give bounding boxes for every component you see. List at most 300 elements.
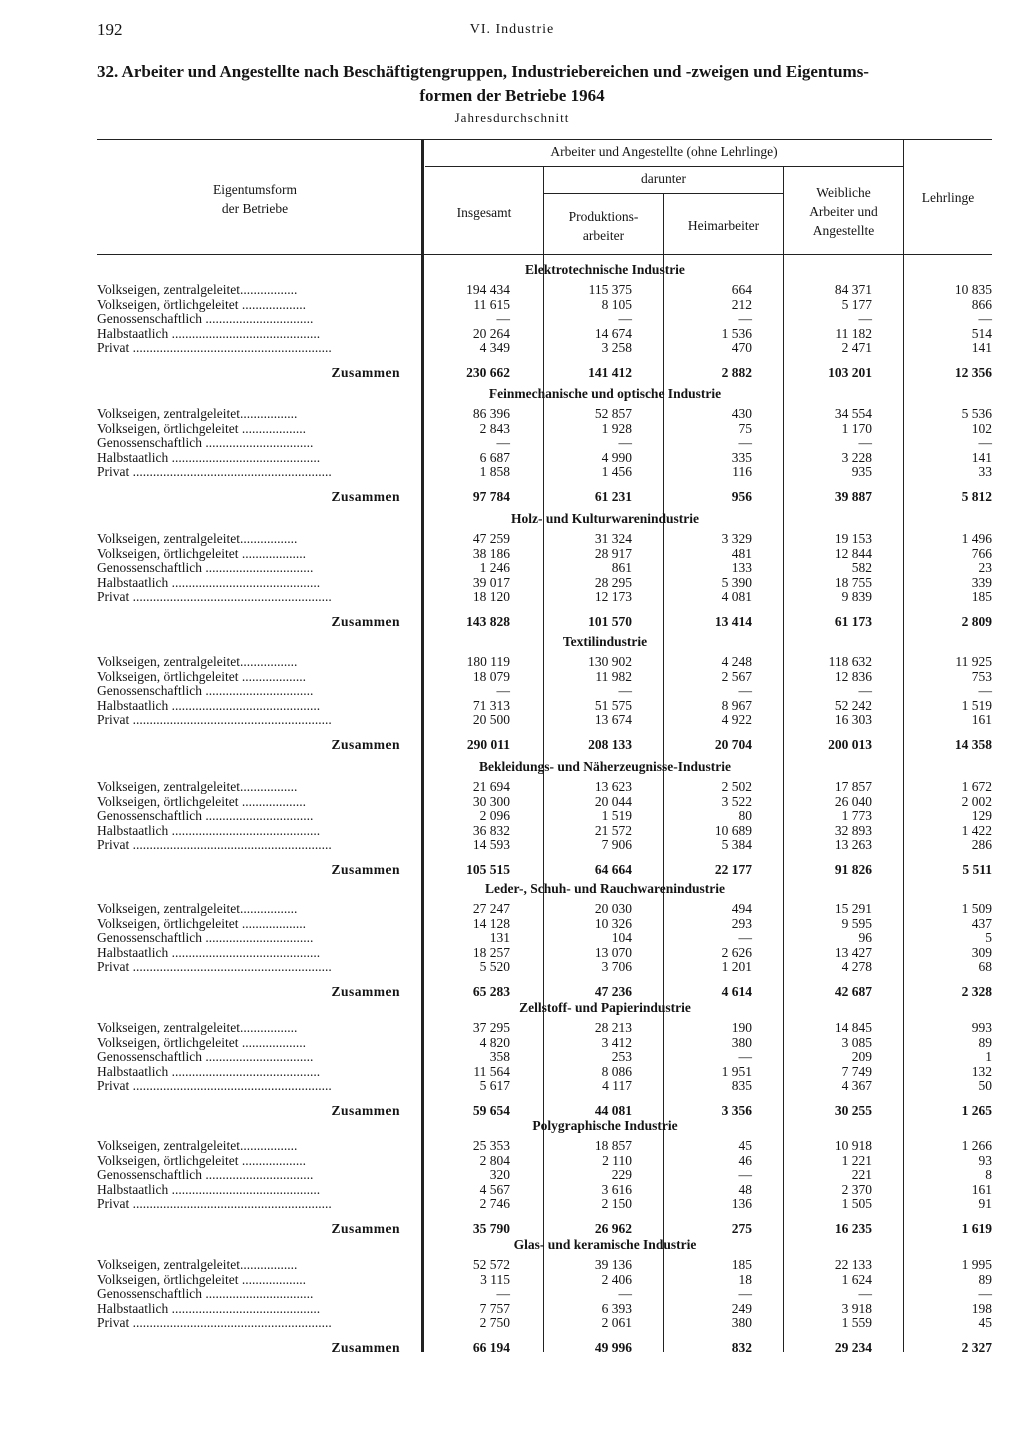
table-cell: 45	[738, 1138, 752, 1153]
table-cell: 4 117	[602, 1078, 632, 1093]
table-cell: 2 843	[479, 420, 510, 436]
row-label: Volkseigen, zentralgeleitet.................	[97, 1020, 298, 1035]
table-cell: 28 213	[594, 1020, 632, 1035]
table-cell: 75	[738, 420, 752, 436]
row-label: Genossenschaftlich ................................	[97, 683, 314, 698]
table-cell: 3 228	[841, 449, 872, 465]
table-cell: 89	[978, 1271, 992, 1287]
table-cell: 19 153	[834, 531, 872, 546]
row-label: Volkseigen, zentralgeleitet.................	[97, 406, 298, 421]
table-cell: 2 150	[601, 1196, 632, 1211]
table-cell: 52 242	[834, 697, 872, 713]
table-cell: 190	[731, 1020, 752, 1035]
table-cell: 96	[858, 930, 872, 945]
row-label: Volkseigen, örtlichgeleitet ...................	[97, 1271, 306, 1287]
table-subtitle: Jahresdurchschnitt	[454, 110, 570, 125]
row-label: Privat ...........................................................	[97, 712, 332, 727]
header-top-rule	[97, 139, 992, 140]
table-cell: 13 427	[834, 944, 872, 960]
table-cell: 993	[971, 1020, 992, 1035]
total-cell: 44 081	[594, 1103, 632, 1118]
table-cell: 18 257	[472, 944, 510, 960]
table-cell: 133	[731, 560, 752, 575]
row-label: Volkseigen, zentralgeleitet.................	[97, 779, 298, 794]
section-title: Zellstoff- und Papierindustrie	[519, 1000, 691, 1015]
table-cell: 3 522	[721, 793, 752, 809]
weiblich-header-line-1: Weibliche	[816, 185, 871, 200]
table-cell: 116	[732, 464, 752, 479]
table-cell: —	[738, 1286, 752, 1301]
row-label: Halbstaatlich ............................................	[97, 325, 321, 341]
table-cell: 1 456	[601, 464, 632, 479]
total-cell: 12 356	[954, 365, 992, 380]
table-cell: 180 119	[466, 654, 510, 669]
table-cell: —	[978, 683, 992, 698]
table-cell: 3 258	[601, 340, 632, 355]
table-cell: 4 820	[479, 1034, 510, 1050]
table-cell: 380	[731, 1034, 752, 1050]
table-cell: 34 554	[834, 406, 872, 421]
row-label: Volkseigen, örtlichgeleitet ...................	[97, 420, 306, 436]
total-cell: 290 011	[466, 737, 510, 752]
weiblich-header	[784, 183, 903, 240]
table-cell: 115 375	[588, 282, 632, 297]
table-cell: 5 177	[841, 296, 872, 312]
table-cell: —	[496, 311, 510, 326]
table-cell: 86 396	[472, 406, 510, 421]
table-cell: 14 845	[834, 1020, 872, 1035]
row-label: Halbstaatlich ............................................	[97, 1063, 321, 1079]
darunter-header: darunter	[641, 171, 686, 186]
table-cell: 935	[851, 464, 872, 479]
table-cell: 50	[978, 1078, 992, 1093]
row-label: Privat ...........................................................	[97, 1196, 332, 1211]
table-cell: 309	[971, 944, 992, 960]
row-label: Privat ...........................................................	[97, 1315, 332, 1330]
total-label: Zusammen	[331, 1103, 400, 1118]
table-cell: 33	[978, 464, 992, 479]
table-cell: 20 264	[472, 325, 510, 341]
table-cell: 14 128	[472, 915, 510, 931]
total-cell: 5 511	[962, 862, 992, 877]
section-title: Textilindustrie	[562, 634, 648, 649]
table-cell: 3 085	[841, 1034, 872, 1050]
table-cell: —	[978, 311, 992, 326]
table-cell: 194 434	[466, 282, 510, 297]
total-label: Zusammen	[331, 737, 400, 752]
section-title: Feinmechanische und optische Industrie	[488, 386, 722, 401]
table-cell: 104	[611, 930, 632, 945]
table-cell: 229	[611, 1167, 632, 1182]
table-cell: 209	[851, 1049, 872, 1064]
table-cell: 4 990	[601, 449, 632, 465]
stub-header	[150, 180, 360, 218]
table-cell: 3 329	[721, 531, 752, 546]
table-cell: 253	[611, 1049, 632, 1064]
table-cell: 1 170	[841, 420, 872, 436]
table-cell: 11 182	[835, 325, 872, 341]
table-cell: 3 616	[601, 1181, 632, 1197]
table-cell: 2 502	[721, 779, 752, 794]
total-cell: 59 654	[472, 1103, 510, 1118]
heimarbeiter-header: Heimarbeiter	[687, 218, 760, 233]
table-cell: 28 295	[594, 574, 632, 590]
table-cell: 15 291	[834, 901, 872, 916]
table-cell: —	[738, 683, 752, 698]
total-cell: 208 133	[588, 737, 632, 752]
table-cell: —	[618, 683, 632, 698]
table-cell: 71 313	[472, 697, 510, 713]
table-cell: 11 615	[473, 296, 510, 312]
table-cell: 2 750	[479, 1315, 510, 1330]
table-cell: 22 133	[834, 1257, 872, 1272]
table-cell: 26 040	[834, 793, 872, 809]
table-cell: 20 030	[594, 901, 632, 916]
table-cell: 5 536	[961, 406, 992, 421]
row-label: Halbstaatlich ............................................	[97, 944, 321, 960]
section-title: Polygraphische Industrie	[532, 1118, 678, 1133]
table-cell: 2 406	[601, 1271, 632, 1287]
table-cell: 13 623	[594, 779, 632, 794]
table-cell: 1 266	[961, 1138, 992, 1153]
row-label: Volkseigen, zentralgeleitet.................	[97, 531, 298, 546]
table-cell: 6 687	[479, 449, 510, 465]
row-label: Privat ...........................................................	[97, 464, 332, 479]
table-cell: 430	[731, 406, 752, 421]
row-label: Halbstaatlich ............................................	[97, 574, 321, 590]
table-cell: 5 390	[721, 574, 752, 590]
total-cell: 61 231	[594, 489, 632, 504]
row-label: Volkseigen, örtlichgeleitet ...................	[97, 668, 306, 684]
table-cell: 51 575	[594, 697, 632, 713]
table-cell: 1 624	[841, 1271, 872, 1287]
table-cell: 38 186	[472, 545, 510, 561]
total-cell: 5 812	[961, 489, 992, 504]
total-cell: 13 414	[714, 614, 752, 629]
table-cell: 4 081	[721, 589, 752, 604]
running-head: VI. Industrie	[469, 22, 555, 37]
row-label: Genossenschaftlich ................................	[97, 1286, 314, 1301]
table-cell: 10 326	[594, 915, 632, 931]
row-label: Halbstaatlich ............................................	[97, 1181, 321, 1197]
table-cell: 52 857	[594, 406, 632, 421]
total-cell: 2 327	[961, 1340, 992, 1355]
table-cell: —	[978, 435, 992, 450]
table-cell: —	[738, 311, 752, 326]
total-label: Zusammen	[331, 984, 400, 999]
table-cell: 437	[971, 915, 992, 931]
table-cell: 1 995	[961, 1257, 992, 1272]
row-label: Volkseigen, örtlichgeleitet ...................	[97, 793, 306, 809]
table-cell: 32 893	[834, 822, 872, 838]
table-cell: 11 564	[473, 1063, 510, 1079]
table-cell: 1 559	[841, 1315, 872, 1330]
table-cell: 141	[971, 340, 992, 355]
table-cell: 12 173	[594, 589, 632, 604]
table-cell: 68	[978, 959, 992, 974]
section-title: Holz- und Kulturwarenindustrie	[510, 511, 700, 526]
total-cell: 97 784	[472, 489, 510, 504]
table-cell: 36 832	[472, 822, 510, 838]
table-cell: —	[858, 683, 872, 698]
total-label: Zusammen	[331, 862, 400, 877]
total-cell: 2 809	[961, 614, 992, 629]
row-label: Volkseigen, örtlichgeleitet ...................	[97, 296, 306, 312]
table-cell: 293	[731, 915, 752, 931]
total-cell: 64 664	[594, 862, 632, 877]
table-cell: —	[738, 1167, 752, 1182]
total-cell: 39 887	[834, 489, 872, 504]
table-cell: 129	[971, 808, 992, 823]
table-cell: 20 500	[472, 712, 510, 727]
table-cell: 136	[731, 1196, 752, 1211]
total-cell: 230 662	[466, 365, 510, 380]
total-cell: 3 356	[721, 1103, 752, 1118]
total-cell: 49 996	[594, 1340, 632, 1355]
table-cell: 3 412	[601, 1034, 632, 1050]
table-cell: 1 536	[721, 325, 752, 341]
total-cell: 20 704	[714, 737, 752, 752]
total-cell: 91 826	[834, 862, 872, 877]
table-cell: 1 246	[479, 560, 510, 575]
stub-header-line-2: der Betriebe	[221, 201, 289, 216]
row-label: Volkseigen, zentralgeleitet.................	[97, 1257, 298, 1272]
table-cell: 31 324	[594, 531, 632, 546]
table-cell: 12 844	[834, 545, 872, 561]
table-cell: 494	[731, 901, 752, 916]
table-cell: 1 928	[601, 420, 632, 436]
produktion-header	[544, 207, 663, 245]
table-cell: 5 520	[479, 959, 510, 974]
total-label: Zusammen	[331, 614, 400, 629]
insgesamt-header: Insgesamt	[456, 205, 512, 220]
table-cell: 7 757	[479, 1300, 510, 1316]
table-cell: 1 519	[961, 697, 992, 713]
section-title: Bekleidungs- und Näherzeugnisse-Industrie	[478, 759, 732, 774]
total-cell: 66 194	[472, 1340, 510, 1355]
table-cell: 14 593	[472, 837, 510, 852]
table-cell: 8	[985, 1167, 992, 1182]
row-label: Privat ...........................................................	[97, 1078, 332, 1093]
table-cell: 28 917	[594, 545, 632, 561]
table-cell: 3 115	[480, 1271, 510, 1287]
table-cell: —	[858, 311, 872, 326]
table-cell: 11 925	[955, 654, 992, 669]
table-cell: 37 295	[472, 1020, 510, 1035]
table-cell: 102	[971, 420, 992, 436]
total-cell: 141 412	[588, 365, 632, 380]
total-cell: 275	[731, 1221, 752, 1236]
table-cell: 335	[731, 449, 752, 465]
table-cell: 4 567	[479, 1181, 510, 1197]
row-label: Genossenschaftlich ................................	[97, 930, 314, 945]
table-cell: —	[858, 1286, 872, 1301]
table-cell: 8 086	[601, 1063, 632, 1079]
group-header: Arbeiter und Angestellte (ohne Lehrlinge)	[550, 144, 778, 159]
table-cell: 30 300	[472, 793, 510, 809]
total-cell: 26 962	[594, 1221, 632, 1236]
row-label: Genossenschaftlich ................................	[97, 808, 314, 823]
table-cell: —	[738, 435, 752, 450]
table-cell: 2 804	[479, 1152, 510, 1168]
table-cell: 3 918	[841, 1300, 872, 1316]
table-cell: 753	[971, 668, 992, 684]
table-cell: —	[496, 1286, 510, 1301]
total-cell: 29 234	[834, 1340, 872, 1355]
total-label: Zusammen	[331, 489, 400, 504]
table-cell: 2 096	[479, 808, 510, 823]
row-label: Privat ...........................................................	[97, 340, 332, 355]
table-cell: 6 393	[601, 1300, 632, 1316]
table-cell: 118 632	[828, 654, 872, 669]
total-cell: 42 687	[834, 984, 872, 999]
table-cell: 13 070	[594, 944, 632, 960]
table-cell: 131	[489, 930, 510, 945]
stub-header-line-1: Eigentumsform	[213, 182, 297, 197]
table-cell: 39 017	[472, 574, 510, 590]
table-cell: 1 951	[721, 1063, 752, 1079]
row-label: Halbstaatlich ............................................	[97, 449, 321, 465]
table-cell: 358	[489, 1049, 510, 1064]
total-cell: 956	[731, 489, 752, 504]
total-cell: 2 882	[721, 365, 752, 380]
total-cell: 30 255	[834, 1103, 872, 1118]
table-cell: 18 857	[594, 1138, 632, 1153]
row-label: Genossenschaftlich ................................	[97, 435, 314, 450]
table-cell: 25 353	[472, 1138, 510, 1153]
table-cell: 13 263	[834, 837, 872, 852]
group-rule	[425, 166, 903, 167]
table-cell: —	[496, 683, 510, 698]
table-cell: 249	[731, 1300, 752, 1316]
table-cell: 1 221	[841, 1152, 872, 1168]
table-cell: 380	[731, 1315, 752, 1330]
table-cell: 198	[971, 1300, 992, 1316]
table-cell: 10 918	[834, 1138, 872, 1153]
row-label: Privat ...........................................................	[97, 959, 332, 974]
table-cell: 2 061	[601, 1315, 632, 1330]
table-cell: 4 248	[721, 654, 752, 669]
total-cell: 35 790	[472, 1221, 510, 1236]
table-cell: 2 370	[841, 1181, 872, 1197]
table-cell: 1 201	[721, 959, 752, 974]
table-cell: 47 259	[472, 531, 510, 546]
table-cell: 20 044	[594, 793, 632, 809]
table-cell: 470	[731, 340, 752, 355]
section-title: Elektrotechnische Industrie	[525, 262, 685, 277]
table-cell: 18 755	[834, 574, 872, 590]
table-cell: 11 982	[595, 668, 632, 684]
table-cell: 766	[971, 545, 992, 561]
total-label: Zusammen	[331, 1340, 400, 1355]
total-label: Zusammen	[331, 365, 400, 380]
table-cell: 866	[971, 296, 992, 312]
table-cell: 45	[978, 1315, 992, 1330]
table-cell: 4 367	[841, 1078, 872, 1093]
total-cell: 103 201	[828, 365, 872, 380]
table-cell: 7 749	[841, 1063, 872, 1079]
section-title: Leder-, Schuh- und Rauchwarenindustrie	[484, 881, 726, 896]
total-label: Zusammen	[331, 1221, 400, 1236]
row-label: Genossenschaftlich ................................	[97, 311, 314, 326]
stub-divider	[421, 139, 424, 254]
table-cell: 8 105	[601, 296, 632, 312]
table-cell: 1 509	[961, 901, 992, 916]
table-cell: 93	[978, 1152, 992, 1168]
row-label: Genossenschaftlich ................................	[97, 1049, 314, 1064]
row-label: Volkseigen, örtlichgeleitet ...................	[97, 1152, 306, 1168]
total-cell: 101 570	[588, 614, 632, 629]
table-title-line-1: 32. Arbeiter und Angestellte nach Beschäftigtengruppen, Industriebereichen und -zweigen und Eigentums-	[97, 62, 869, 81]
table-cell: 212	[731, 296, 752, 312]
table-cell: 21 572	[594, 822, 632, 838]
table-cell: 221	[851, 1167, 872, 1182]
table-cell: 18	[738, 1271, 752, 1287]
table-cell: 2 002	[961, 793, 992, 809]
table-cell: 7 906	[601, 837, 632, 852]
row-label: Privat ...........................................................	[97, 837, 332, 852]
page-number: 192	[97, 20, 123, 39]
table-cell: 21 694	[472, 779, 510, 794]
weiblich-header-line-2: Arbeiter und	[809, 204, 878, 219]
table-cell: —	[618, 1286, 632, 1301]
row-label: Volkseigen, zentralgeleitet.................	[97, 282, 298, 297]
table-cell: 286	[971, 837, 992, 852]
table-cell: —	[858, 435, 872, 450]
row-label: Privat ...........................................................	[97, 589, 332, 604]
table-cell: 84 371	[834, 282, 872, 297]
row-label: Volkseigen, örtlichgeleitet ...................	[97, 545, 306, 561]
table-cell: —	[496, 435, 510, 450]
total-cell: 832	[731, 1340, 752, 1355]
table-cell: 835	[731, 1078, 752, 1093]
row-label: Genossenschaftlich ................................	[97, 560, 314, 575]
table-cell: 132	[971, 1063, 992, 1079]
row-label: Halbstaatlich ............................................	[97, 697, 321, 713]
row-label: Volkseigen, zentralgeleitet.................	[97, 901, 298, 916]
table-cell: 39 136	[594, 1257, 632, 1272]
table-cell: 10 835	[954, 282, 992, 297]
table-cell: 861	[611, 560, 632, 575]
table-cell: 4 922	[721, 712, 752, 727]
table-cell: 4 278	[841, 959, 872, 974]
total-cell: 61 173	[834, 614, 872, 629]
table-cell: 514	[971, 325, 992, 341]
table-cell: 91	[978, 1196, 992, 1211]
table-cell: 141	[971, 449, 992, 465]
table-cell: —	[618, 435, 632, 450]
row-label: Volkseigen, örtlichgeleitet ...................	[97, 1034, 306, 1050]
total-cell: 16 235	[834, 1221, 872, 1236]
row-label: Volkseigen, örtlichgeleitet ...................	[97, 915, 306, 931]
table-cell: 17 857	[834, 779, 872, 794]
total-cell: 1 619	[961, 1221, 992, 1236]
table-cell: —	[978, 1286, 992, 1301]
table-cell: 1	[985, 1049, 992, 1064]
table-cell: 2 626	[721, 944, 752, 960]
table-cell: 185	[731, 1257, 752, 1272]
total-cell: 14 358	[954, 737, 992, 752]
table-cell: 5	[985, 930, 992, 945]
table-cell: 185	[971, 589, 992, 604]
table-cell: 23	[978, 560, 992, 575]
table-cell: 10 689	[714, 822, 752, 838]
table-cell: 320	[489, 1167, 510, 1182]
table-cell: 2 746	[479, 1196, 510, 1211]
table-cell: 130 902	[588, 654, 632, 669]
table-cell: 1 672	[961, 779, 992, 794]
table-cell: 89	[978, 1034, 992, 1050]
